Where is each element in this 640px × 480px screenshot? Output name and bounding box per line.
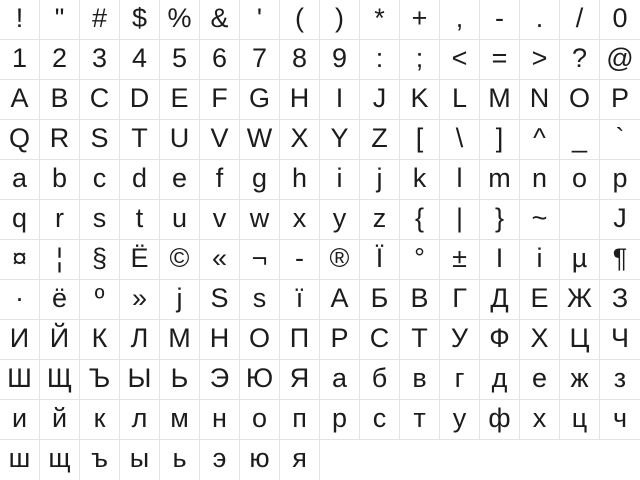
glyph-row — [0, 160, 640, 200]
glyph-cell[interactable]: щ — [40, 440, 80, 480]
glyph-cell[interactable]: = — [480, 40, 520, 80]
glyph-cell[interactable]: Ш — [0, 360, 40, 400]
glyph-cell[interactable]: p — [600, 160, 640, 200]
glyph-cell-empty[interactable] — [560, 200, 600, 240]
glyph-cell[interactable]: T — [120, 120, 160, 160]
glyph-cell[interactable]: І — [480, 240, 520, 280]
glyph-row — [0, 80, 640, 120]
glyph-cell[interactable]: ж — [560, 360, 600, 400]
glyph-row — [0, 40, 640, 80]
glyph-cell[interactable]: % — [160, 0, 200, 40]
glyph-cell[interactable]: _ — [560, 120, 600, 160]
glyph-cell[interactable]: b — [40, 160, 80, 200]
glyph-cell[interactable]: У — [440, 320, 480, 360]
glyph-cell[interactable]: г — [440, 360, 480, 400]
glyph-cell[interactable]: О — [240, 320, 280, 360]
glyph-cell[interactable]: Е — [520, 280, 560, 320]
glyph-cell[interactable]: s — [80, 200, 120, 240]
glyph-cell[interactable]: М — [160, 320, 200, 360]
glyph-cell[interactable]: ¶ — [600, 240, 640, 280]
glyph-cell[interactable]: U — [160, 120, 200, 160]
glyph-cell[interactable]: Z — [360, 120, 400, 160]
glyph-cell[interactable]: ® — [320, 240, 360, 280]
empty-area — [320, 440, 640, 480]
glyph-cell[interactable]: P — [600, 80, 640, 120]
glyph-cell[interactable]: - — [480, 0, 520, 40]
glyph-row — [0, 280, 640, 320]
glyph-cell[interactable]: ё — [40, 280, 80, 320]
glyph-cell[interactable]: D — [120, 80, 160, 120]
glyph-cell[interactable]: ю — [240, 440, 280, 480]
glyph-cell[interactable]: 0 — [600, 0, 640, 40]
glyph-cell[interactable]: g — [240, 160, 280, 200]
glyph-cell[interactable]: º — [80, 280, 120, 320]
glyph-cell[interactable]: Т — [400, 320, 440, 360]
glyph-cell[interactable]: Ч — [600, 320, 640, 360]
glyph-cell[interactable]: Ъ — [80, 360, 120, 400]
glyph-cell[interactable]: Н — [200, 320, 240, 360]
glyph-cell[interactable]: a — [0, 160, 40, 200]
glyph-cell[interactable]: й — [40, 400, 80, 440]
glyph-cell[interactable]: у — [440, 400, 480, 440]
glyph-row — [0, 240, 640, 280]
glyph-cell[interactable]: 9 — [320, 40, 360, 80]
glyph-cell[interactable]: N — [520, 80, 560, 120]
glyph-cell[interactable]: H — [280, 80, 320, 120]
glyph-cell[interactable]: v — [200, 200, 240, 240]
glyph-cell[interactable]: ( — [280, 0, 320, 40]
glyph-cell[interactable]: ї — [280, 280, 320, 320]
glyph-cell[interactable]: W — [240, 120, 280, 160]
glyph-cell[interactable]: Я — [280, 360, 320, 400]
glyph-cell[interactable]: R — [40, 120, 80, 160]
glyph-cell[interactable]: - — [280, 240, 320, 280]
glyph-cell[interactable]: ± — [440, 240, 480, 280]
glyph-cell[interactable]: @ — [600, 40, 640, 80]
glyph-cell[interactable]: i — [320, 160, 360, 200]
glyph-cell[interactable]: ? — [560, 40, 600, 80]
glyph-cell[interactable]: E — [160, 80, 200, 120]
glyph-cell[interactable]: » — [120, 280, 160, 320]
glyph-cell[interactable]: « — [200, 240, 240, 280]
glyph-row — [0, 0, 640, 40]
glyph-cell[interactable]: . — [520, 0, 560, 40]
glyph-cell[interactable]: а — [320, 360, 360, 400]
glyph-cell[interactable]: с — [360, 400, 400, 440]
glyph-cell[interactable]: л — [120, 400, 160, 440]
glyph-cell[interactable]: F — [200, 80, 240, 120]
glyph-cell[interactable]: ъ — [80, 440, 120, 480]
glyph-cell[interactable]: ° — [400, 240, 440, 280]
glyph-cell[interactable]: G — [240, 80, 280, 120]
glyph-cell[interactable]: Ж — [560, 280, 600, 320]
glyph-cell[interactable]: z — [360, 200, 400, 240]
glyph-cell[interactable]: ¦ — [40, 240, 80, 280]
glyph-cell[interactable]: e — [160, 160, 200, 200]
glyph-cell[interactable]: Д — [480, 280, 520, 320]
glyph-cell[interactable]: 3 — [80, 40, 120, 80]
glyph-cell[interactable]: Ю — [240, 360, 280, 400]
glyph-cell[interactable]: w — [240, 200, 280, 240]
glyph-cell[interactable]: т — [400, 400, 440, 440]
glyph-cell[interactable]: ј — [160, 280, 200, 320]
glyph-cell[interactable]: ч — [600, 400, 640, 440]
glyph-cell[interactable]: q — [0, 200, 40, 240]
glyph-cell[interactable]: t — [120, 200, 160, 240]
glyph-cell[interactable]: Щ — [40, 360, 80, 400]
glyph-cell[interactable]: ) — [320, 0, 360, 40]
glyph-cell[interactable]: ¤ — [0, 240, 40, 280]
glyph-cell[interactable]: м — [160, 400, 200, 440]
glyph-cell[interactable]: ш — [0, 440, 40, 480]
glyph-cell[interactable]: ѕ — [240, 280, 280, 320]
glyph-cell[interactable]: [ — [400, 120, 440, 160]
glyph-cell[interactable]: 1 — [0, 40, 40, 80]
glyph-cell[interactable]: и — [0, 400, 40, 440]
glyph-cell[interactable]: 2 — [40, 40, 80, 80]
glyph-cell[interactable]: J — [360, 80, 400, 120]
glyph-cell[interactable]: н — [200, 400, 240, 440]
glyph-cell[interactable]: L — [440, 80, 480, 120]
glyph-cell[interactable]: д — [480, 360, 520, 400]
glyph-cell[interactable]: Ї — [360, 240, 400, 280]
glyph-cell[interactable]: y — [320, 200, 360, 240]
glyph-cell[interactable]: б — [360, 360, 400, 400]
glyph-cell[interactable]: Р — [320, 320, 360, 360]
glyph-cell[interactable]: < — [440, 40, 480, 80]
glyph-cell[interactable]: Ь — [160, 360, 200, 400]
glyph-cell[interactable]: Б — [360, 280, 400, 320]
glyph-cell[interactable]: п — [280, 400, 320, 440]
glyph-cell[interactable]: Ы — [120, 360, 160, 400]
glyph-cell[interactable]: I — [320, 80, 360, 120]
glyph-cell[interactable]: Ё — [120, 240, 160, 280]
glyph-cell[interactable]: * — [360, 0, 400, 40]
glyph-row — [0, 120, 640, 160]
glyph-cell[interactable]: + — [400, 0, 440, 40]
glyph-cell[interactable]: А — [320, 280, 360, 320]
glyph-cell[interactable]: Q — [0, 120, 40, 160]
glyph-cell[interactable]: j — [360, 160, 400, 200]
glyph-cell[interactable]: В — [400, 280, 440, 320]
glyph-cell[interactable]: з — [600, 360, 640, 400]
glyph-cell[interactable]: B — [40, 80, 80, 120]
glyph-cell[interactable]: Л — [120, 320, 160, 360]
glyph-cell[interactable]: 7 — [240, 40, 280, 80]
glyph-cell[interactable]: ь — [160, 440, 200, 480]
glyph-cell[interactable]: § — [80, 240, 120, 280]
glyph-cell[interactable]: h — [280, 160, 320, 200]
glyph-cell[interactable]: | — [440, 200, 480, 240]
glyph-cell[interactable]: C — [80, 80, 120, 120]
glyph-cell[interactable]: И — [0, 320, 40, 360]
glyph-cell[interactable]: } — [480, 200, 520, 240]
glyph-cell[interactable]: d — [120, 160, 160, 200]
glyph-cell[interactable]: П — [280, 320, 320, 360]
glyph-cell[interactable]: Э — [200, 360, 240, 400]
glyph-cell[interactable]: я — [280, 440, 320, 480]
glyph-cell[interactable]: X — [280, 120, 320, 160]
glyph-cell[interactable]: і — [520, 240, 560, 280]
glyph-row — [0, 200, 640, 240]
glyph-row — [0, 400, 640, 440]
glyph-cell[interactable]: ; — [400, 40, 440, 80]
glyph-cell[interactable]: & — [200, 0, 240, 40]
glyph-cell[interactable]: ц — [560, 400, 600, 440]
glyph-cell[interactable]: х — [520, 400, 560, 440]
glyph-cell[interactable]: ` — [600, 120, 640, 160]
glyph-cell[interactable]: З — [600, 280, 640, 320]
glyph-cell[interactable]: е — [520, 360, 560, 400]
glyph-cell[interactable]: O — [560, 80, 600, 120]
glyph-cell[interactable]: x — [280, 200, 320, 240]
glyph-cell[interactable]: m — [480, 160, 520, 200]
glyph-cell[interactable]: ~ — [520, 200, 560, 240]
glyph-cell[interactable]: k — [400, 160, 440, 200]
glyph-cell[interactable]: ^ — [520, 120, 560, 160]
glyph-row — [0, 360, 640, 400]
glyph-cell[interactable]: > — [520, 40, 560, 80]
glyph-cell[interactable]: , — [440, 0, 480, 40]
glyph-cell[interactable]: : — [360, 40, 400, 80]
glyph-cell[interactable]: S — [80, 120, 120, 160]
glyph-cell[interactable]: К — [80, 320, 120, 360]
glyph-cell[interactable]: · — [0, 280, 40, 320]
glyph-cell[interactable]: f — [200, 160, 240, 200]
glyph-cell[interactable]: © — [160, 240, 200, 280]
glyph-cell[interactable]: { — [400, 200, 440, 240]
glyph-cell[interactable]: ! — [0, 0, 40, 40]
glyph-cell[interactable]: э — [200, 440, 240, 480]
glyph-cell[interactable]: Г — [440, 280, 480, 320]
glyph-cell[interactable]: о — [240, 400, 280, 440]
glyph-cell[interactable]: ы — [120, 440, 160, 480]
glyph-cell[interactable]: c — [80, 160, 120, 200]
glyph-cell[interactable]: # — [80, 0, 120, 40]
glyph-cell[interactable]: Й — [40, 320, 80, 360]
glyph-cell[interactable]: 6 — [200, 40, 240, 80]
glyph-cell[interactable]: Ј — [600, 200, 640, 240]
glyph-cell[interactable]: / — [560, 0, 600, 40]
glyph-cell[interactable]: $ — [120, 0, 160, 40]
glyph-cell[interactable]: С — [360, 320, 400, 360]
glyph-cell[interactable]: o — [560, 160, 600, 200]
glyph-cell[interactable]: ф — [480, 400, 520, 440]
glyph-cell[interactable]: K — [400, 80, 440, 120]
glyph-cell[interactable]: ¬ — [240, 240, 280, 280]
glyph-cell[interactable]: Х — [520, 320, 560, 360]
glyph-cell[interactable]: Ф — [480, 320, 520, 360]
glyph-cell[interactable]: в — [400, 360, 440, 400]
glyph-cell[interactable]: ' — [240, 0, 280, 40]
glyph-cell[interactable]: Ц — [560, 320, 600, 360]
glyph-cell[interactable]: ] — [480, 120, 520, 160]
glyph-cell[interactable]: к — [80, 400, 120, 440]
glyph-cell[interactable]: l — [440, 160, 480, 200]
glyph-cell[interactable]: 4 — [120, 40, 160, 80]
glyph-cell[interactable]: Ѕ — [200, 280, 240, 320]
glyph-cell[interactable]: " — [40, 0, 80, 40]
glyph-cell[interactable]: µ — [560, 240, 600, 280]
glyph-cell[interactable]: M — [480, 80, 520, 120]
glyph-cell[interactable]: A — [0, 80, 40, 120]
glyph-cell[interactable]: р — [320, 400, 360, 440]
glyph-cell[interactable]: 8 — [280, 40, 320, 80]
glyph-row — [0, 320, 640, 360]
glyph-cell[interactable]: r — [40, 200, 80, 240]
glyph-cell[interactable]: Y — [320, 120, 360, 160]
glyph-cell[interactable]: u — [160, 200, 200, 240]
glyph-cell[interactable]: n — [520, 160, 560, 200]
glyph-cell[interactable]: 5 — [160, 40, 200, 80]
glyph-row — [0, 440, 640, 480]
glyph-cell[interactable]: \ — [440, 120, 480, 160]
glyph-cell[interactable]: V — [200, 120, 240, 160]
